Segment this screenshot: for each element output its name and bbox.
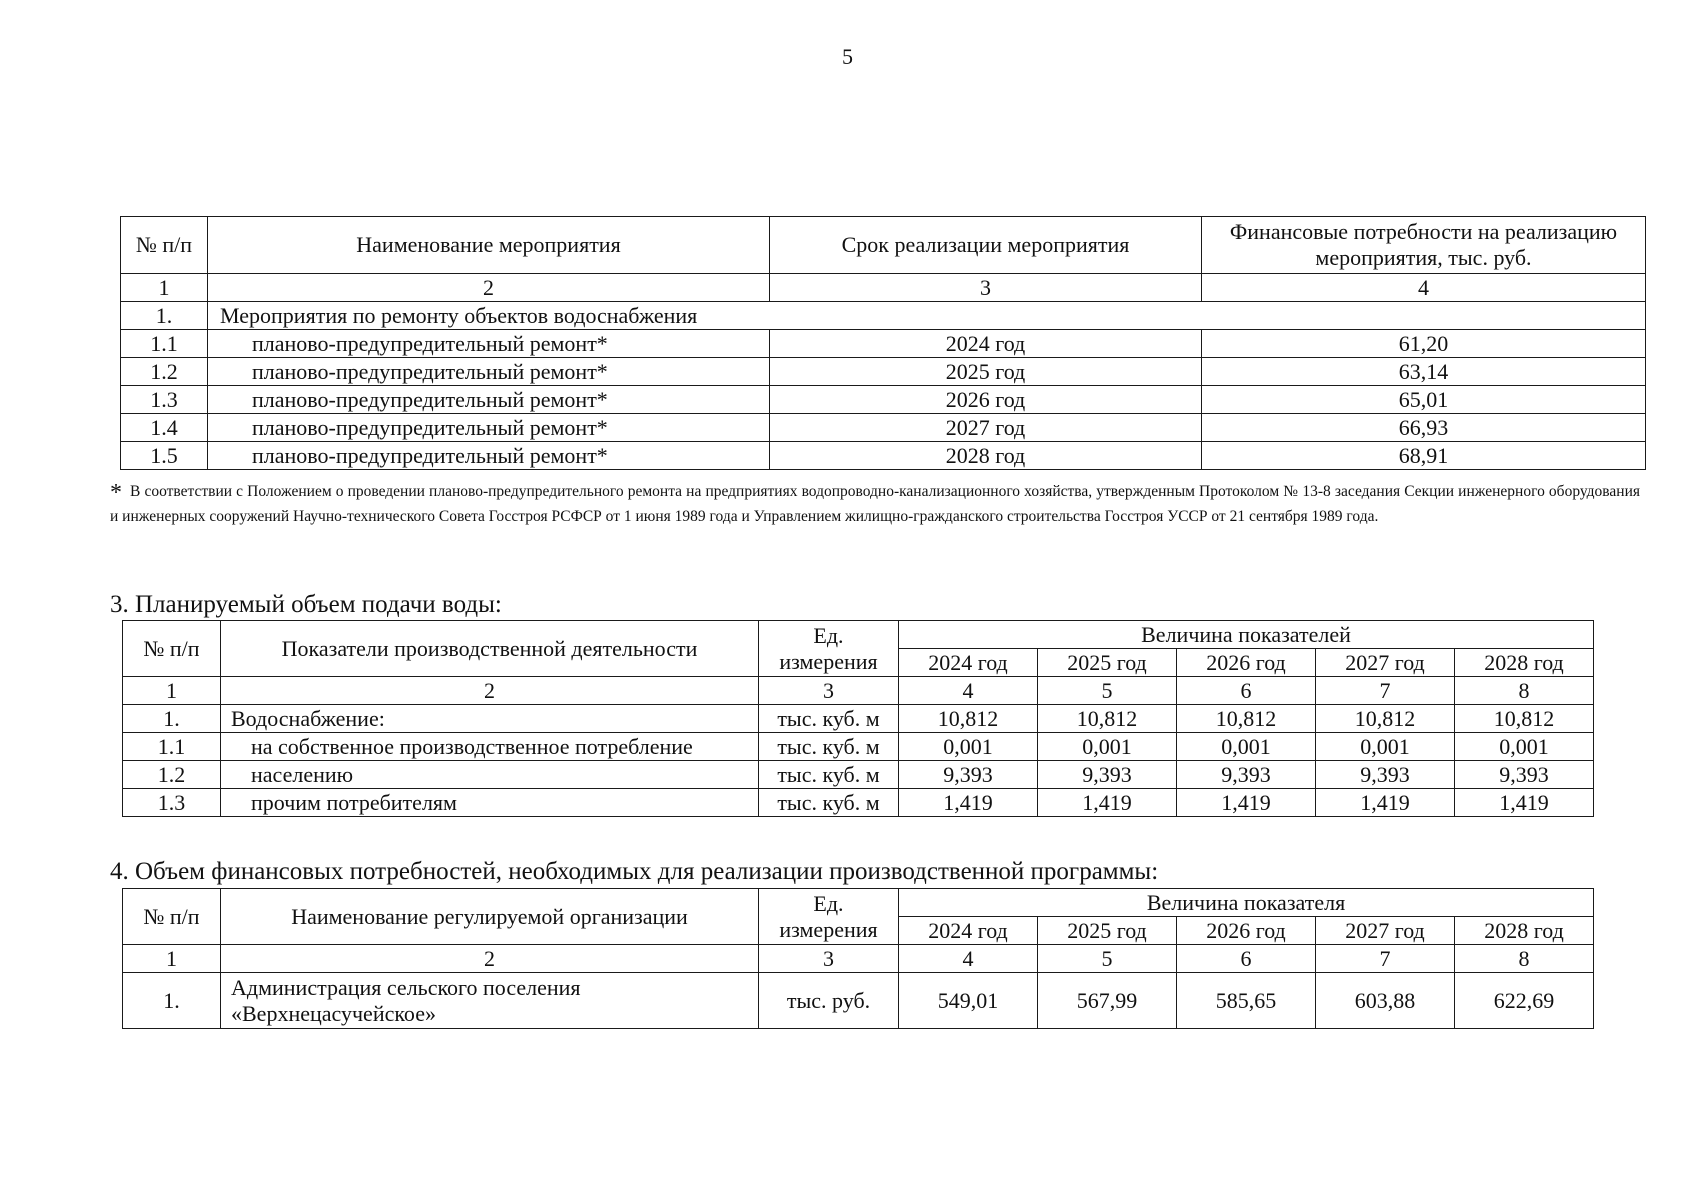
col-number: 8	[1455, 677, 1594, 705]
col-number: 8	[1455, 945, 1594, 973]
col-number: 7	[1316, 945, 1455, 973]
table-row	[123, 973, 1594, 1029]
header-num: № п/п	[123, 889, 221, 945]
col-number: 3	[770, 274, 1202, 302]
header-values-group: Величина показателя	[899, 889, 1594, 917]
row-name: населению	[221, 761, 759, 789]
org-name-line-2: «Верхнецасучейское»	[231, 1000, 436, 1026]
row-num: 1.5	[121, 442, 208, 470]
column-number-row	[121, 274, 1646, 302]
footnote-text: В соответствии с Положением о проведении планово-предупредительного ремонта на предприятиях водопроводно-канализационного хозяйства, утвержденным Протоколом № 13-8 заседания Секции инженерного оборудования и инженерных сооружений Научно-технического Совета Госстроя РСФСР от 1 июня 1989 года и Управлением жилищно-гражданского строительства Госстроя УССР от 21 сентября 1989 года.	[110, 483, 1640, 525]
col-number: 5	[1038, 677, 1177, 705]
table-row	[123, 761, 1594, 789]
header-indicator: Показатели производственной деятельности	[221, 621, 759, 677]
row-term: 2026 год	[770, 386, 1202, 414]
row-value: 1,419	[1038, 789, 1177, 817]
header-financial-needs: Финансовые потребности на реализацию мероприятия, тыс. руб.	[1202, 217, 1646, 274]
header-num: № п/п	[123, 621, 221, 677]
row-value: 9,393	[1316, 761, 1455, 789]
header-year: 2026 год	[1177, 649, 1316, 677]
column-number-row	[123, 677, 1594, 705]
header-year: 2024 год	[899, 649, 1038, 677]
col-number: 2	[221, 677, 759, 705]
row-num: 1.2	[121, 358, 208, 386]
row-value: 10,812	[899, 705, 1038, 733]
section-title: Мероприятия по ремонту объектов водоснабжения	[208, 302, 1646, 330]
row-value: 0,001	[1177, 733, 1316, 761]
row-name: на собственное производственное потребление	[221, 733, 759, 761]
row-value: 603,88	[1316, 973, 1455, 1029]
row-value: 622,69	[1455, 973, 1594, 1029]
row-value: 0,001	[1038, 733, 1177, 761]
table-row	[123, 705, 1594, 733]
header-num: № п/п	[121, 217, 208, 274]
table-row	[121, 442, 1646, 470]
row-value: 1,419	[1316, 789, 1455, 817]
row-value: 9,393	[1455, 761, 1594, 789]
table-header-row	[123, 621, 1594, 649]
row-value: 10,812	[1038, 705, 1177, 733]
row-value: 10,812	[1177, 705, 1316, 733]
page-number: 5	[842, 44, 853, 69]
row-value: 585,65	[1177, 973, 1316, 1029]
row-amount: 68,91	[1202, 442, 1646, 470]
col-number: 5	[1038, 945, 1177, 973]
header-measure-name: Наименование мероприятия	[208, 217, 770, 274]
header-year: 2027 год	[1316, 917, 1455, 945]
row-name: планово-предупредительный ремонт*	[208, 330, 770, 358]
row-value: 567,99	[1038, 973, 1177, 1029]
row-value: 549,01	[899, 973, 1038, 1029]
table-row	[123, 733, 1594, 761]
table-row	[121, 386, 1646, 414]
row-value: 0,001	[1455, 733, 1594, 761]
row-term: 2028 год	[770, 442, 1202, 470]
header-year: 2024 год	[899, 917, 1038, 945]
column-number-row	[123, 945, 1594, 973]
org-name-line-1: Администрация сельского поселения	[231, 974, 581, 1000]
row-term: 2025 год	[770, 358, 1202, 386]
row-name: Водоснабжение:	[221, 705, 759, 733]
row-unit: тыс. руб.	[759, 973, 899, 1029]
row-value: 0,001	[1316, 733, 1455, 761]
col-number: 4	[899, 677, 1038, 705]
section-4-title: 4. Объем финансовых потребностей, необходимых для реализации производственной программы:	[110, 858, 1159, 885]
header-year: 2028 год	[1455, 649, 1594, 677]
footnote	[110, 480, 1640, 528]
row-unit: тыс. куб. м	[759, 733, 899, 761]
row-amount: 66,93	[1202, 414, 1646, 442]
section-row	[121, 302, 1646, 330]
row-term: 2027 год	[770, 414, 1202, 442]
row-unit: тыс. куб. м	[759, 761, 899, 789]
header-year: 2025 год	[1038, 649, 1177, 677]
row-value: 10,812	[1316, 705, 1455, 733]
row-amount: 65,01	[1202, 386, 1646, 414]
row-name: планово-предупредительный ремонт*	[208, 358, 770, 386]
row-amount: 61,20	[1202, 330, 1646, 358]
row-num: 1.	[123, 705, 221, 733]
header-year: 2026 год	[1177, 917, 1316, 945]
col-number: 3	[759, 677, 899, 705]
row-unit: тыс. куб. м	[759, 789, 899, 817]
row-value: 9,393	[899, 761, 1038, 789]
col-number: 3	[759, 945, 899, 973]
table-header-row	[121, 217, 1646, 274]
row-value: 1,419	[1455, 789, 1594, 817]
header-organization: Наименование регулируемой организации	[221, 889, 759, 945]
row-name: планово-предупредительный ремонт*	[208, 386, 770, 414]
col-number: 6	[1177, 945, 1316, 973]
header-year: 2028 год	[1455, 917, 1594, 945]
row-num: 1.3	[123, 789, 221, 817]
row-value: 10,812	[1455, 705, 1594, 733]
footnote-marker: *	[110, 480, 122, 506]
table-row	[121, 358, 1646, 386]
row-name: планово-предупредительный ремонт*	[208, 442, 770, 470]
repair-measures-table	[120, 216, 1646, 470]
table-row	[121, 330, 1646, 358]
header-year: 2027 год	[1316, 649, 1455, 677]
table-row	[123, 789, 1594, 817]
col-number: 4	[1202, 274, 1646, 302]
row-num: 1.2	[123, 761, 221, 789]
row-name: планово-предупредительный ремонт*	[208, 414, 770, 442]
header-values-group: Величина показателей	[899, 621, 1594, 649]
row-num: 1.4	[121, 414, 208, 442]
header-year: 2025 год	[1038, 917, 1177, 945]
row-organization	[221, 973, 759, 1029]
col-number: 1	[123, 945, 221, 973]
row-num: 1.1	[123, 733, 221, 761]
row-amount: 63,14	[1202, 358, 1646, 386]
row-num: 1.1	[121, 330, 208, 358]
col-number: 2	[208, 274, 770, 302]
col-number: 4	[899, 945, 1038, 973]
row-value: 9,393	[1177, 761, 1316, 789]
row-value: 1,419	[899, 789, 1038, 817]
header-unit: Ед. измерения	[759, 621, 899, 677]
row-value: 1,419	[1177, 789, 1316, 817]
section-3-title: 3. Планируемый объем подачи воды:	[110, 591, 502, 618]
row-value: 9,393	[1038, 761, 1177, 789]
row-value: 0,001	[899, 733, 1038, 761]
col-number: 1	[123, 677, 221, 705]
header-unit: Ед. измерения	[759, 889, 899, 945]
table-row	[121, 414, 1646, 442]
header-term: Срок реализации мероприятия	[770, 217, 1202, 274]
row-name: прочим потребителям	[221, 789, 759, 817]
col-number: 7	[1316, 677, 1455, 705]
table-header-row	[123, 889, 1594, 917]
col-number: 6	[1177, 677, 1316, 705]
section-num: 1.	[121, 302, 208, 330]
row-num: 1.3	[121, 386, 208, 414]
financial-needs-table	[122, 888, 1594, 1029]
row-num: 1.	[123, 973, 221, 1029]
water-supply-table	[122, 620, 1594, 817]
row-term: 2024 год	[770, 330, 1202, 358]
row-unit: тыс. куб. м	[759, 705, 899, 733]
col-number: 2	[221, 945, 759, 973]
col-number: 1	[121, 274, 208, 302]
